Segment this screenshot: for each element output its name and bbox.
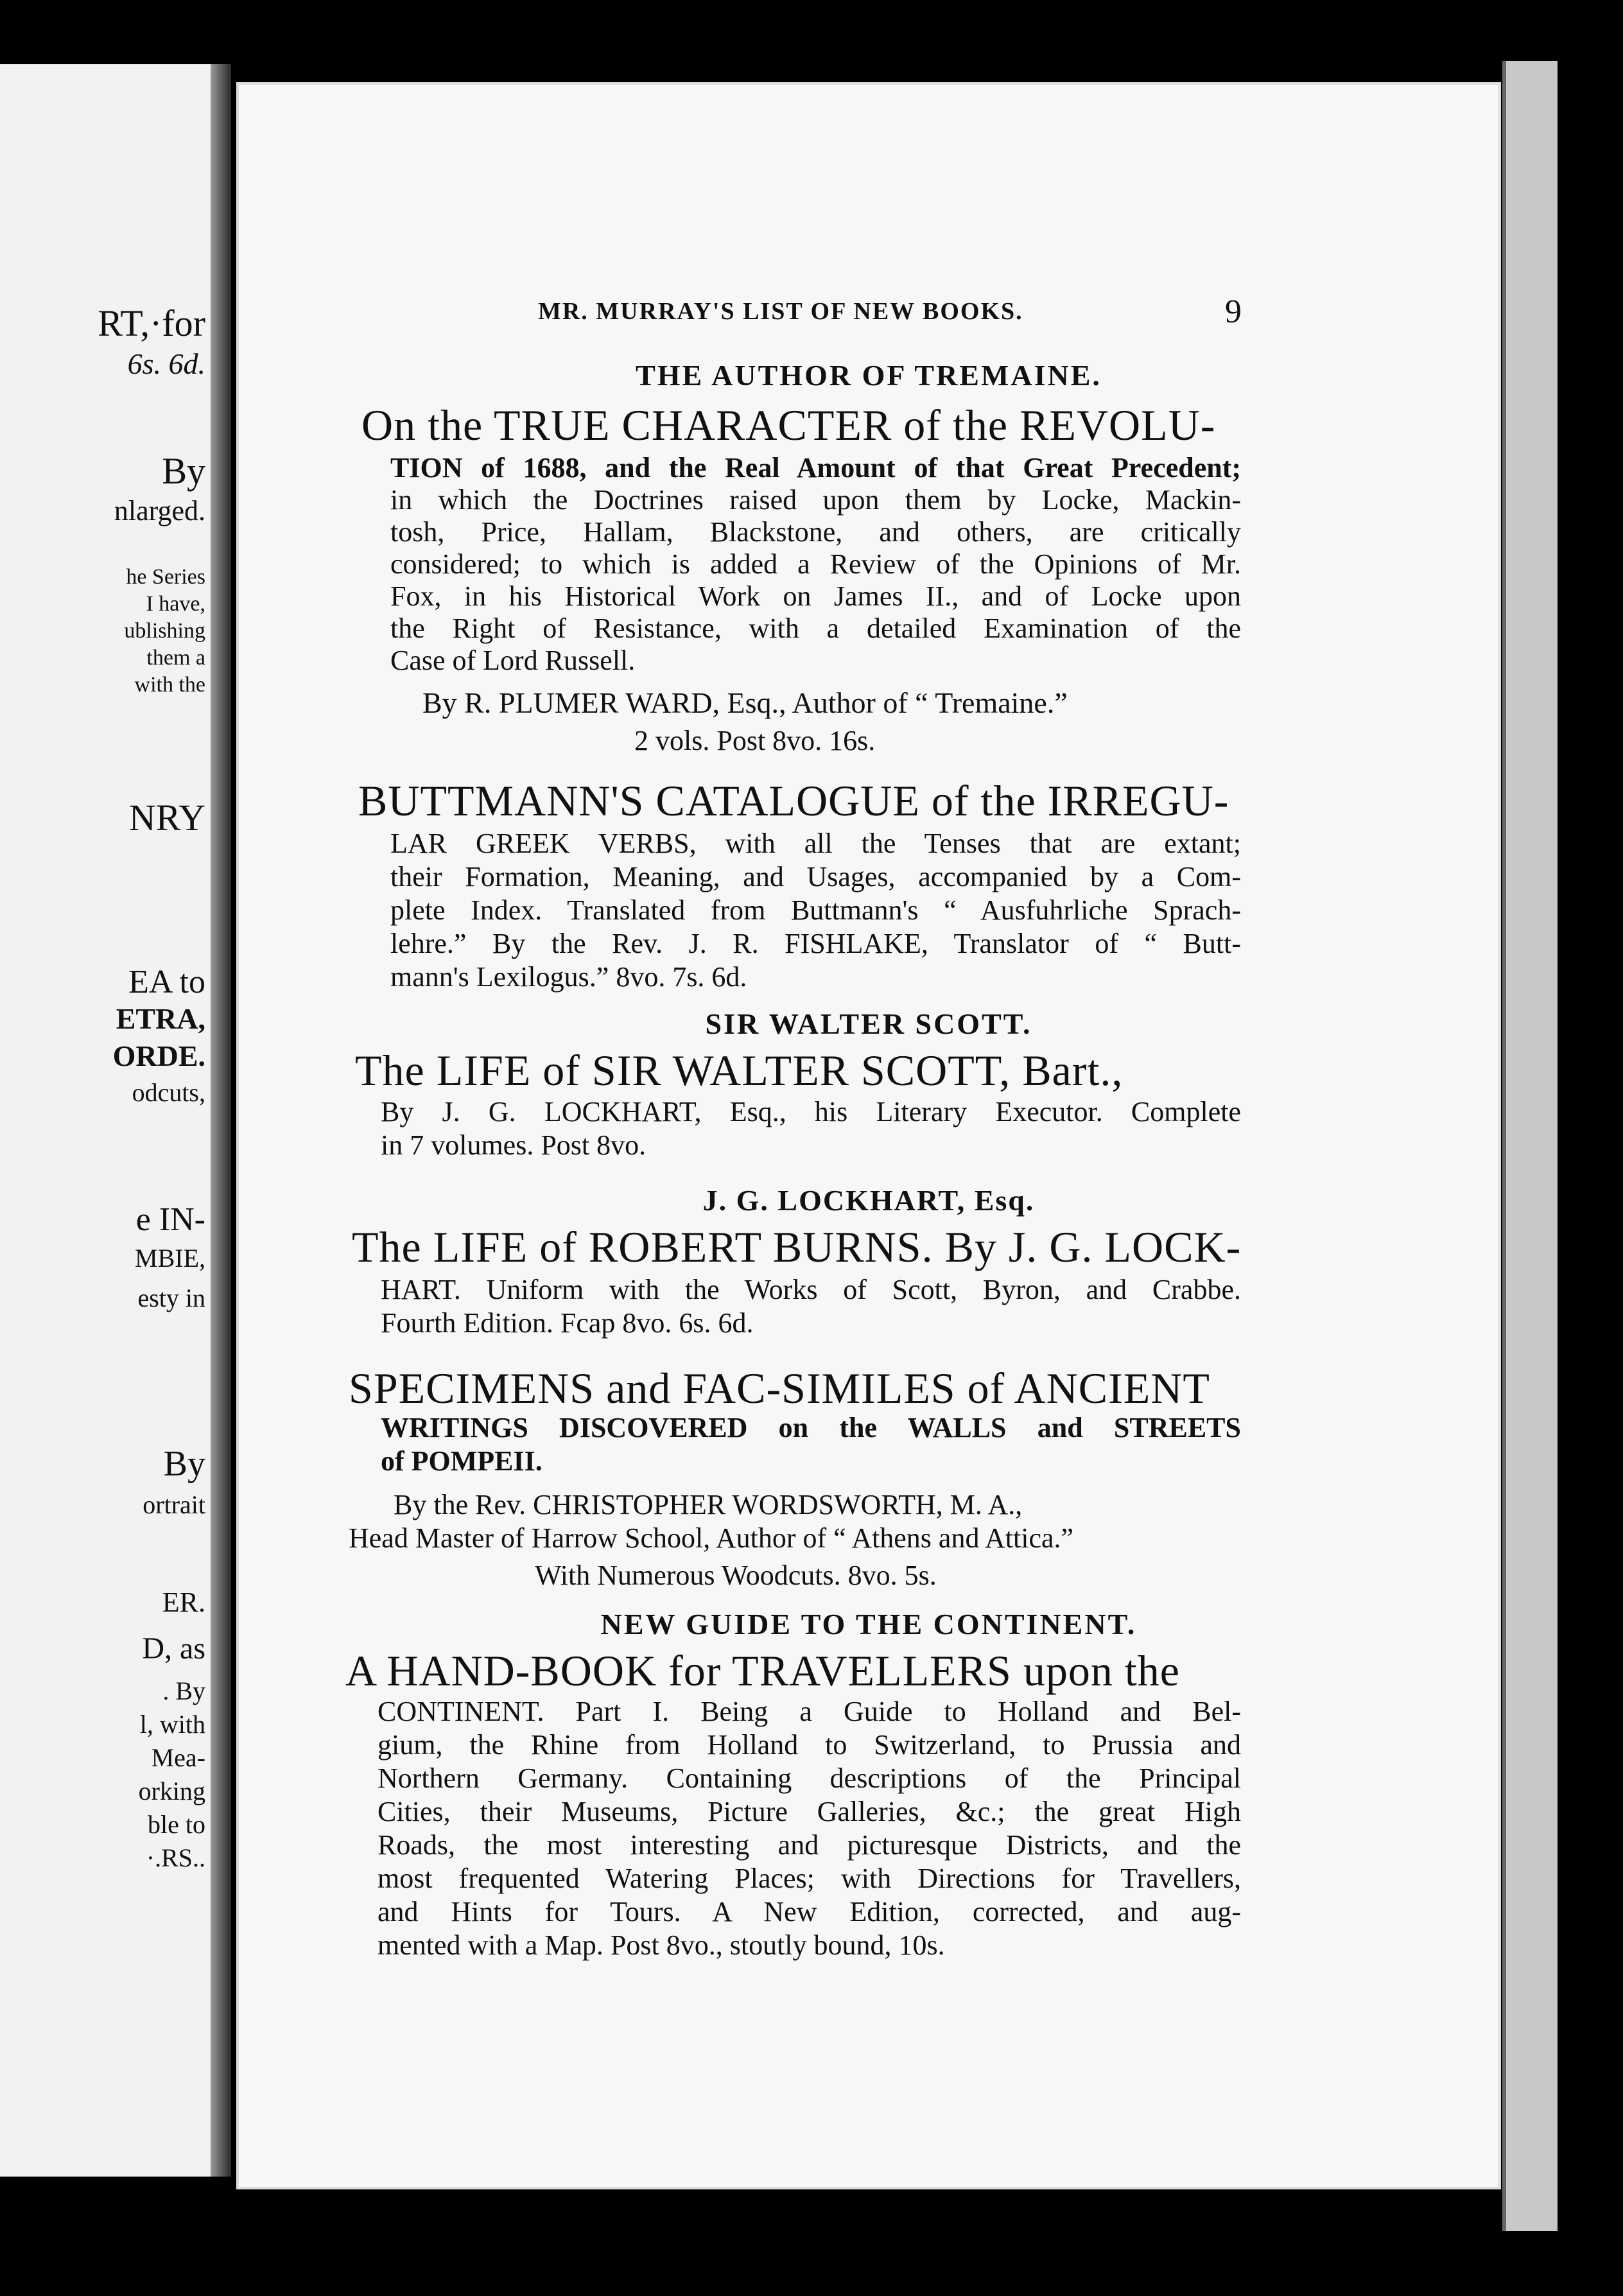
left-fragment: RT,·for [98, 302, 205, 344]
left-fragment: ortrait [143, 1490, 205, 1519]
gutter-shadow [211, 64, 231, 2177]
left-fragment: he Series [126, 565, 205, 589]
left-fragment: them a [146, 646, 205, 670]
left-fragment: nlarged. [114, 495, 205, 526]
page-number: 9 [1225, 293, 1242, 330]
description-line: the Right of Resistance, with a detailed Examination of the [390, 613, 1241, 644]
description-line: mented with a Map. Post 8vo., stoutly bound, 10s. [378, 1929, 945, 1961]
left-fragment: ble to [148, 1810, 205, 1839]
description-line: mann's Lexilogus.” 8vo. 7s. 6d. [390, 961, 747, 993]
section-heading: NEW GUIDE TO THE CONTINENT. [600, 1608, 1137, 1640]
left-fragment: NRY [128, 797, 205, 839]
description-line: Northern Germany. Containing descriptions of the Principal [378, 1762, 1241, 1794]
left-fragment: D, as [142, 1631, 205, 1665]
left-fragment: with the [134, 673, 205, 697]
description-line: Fourth Edition. Fcap 8vo. 6s. 6d. [381, 1307, 754, 1339]
description-line: TION of 1688, and the Real Amount of that Great Precedent; [390, 452, 1241, 483]
left-fragment: l, with [139, 1710, 205, 1739]
left-fragment: ·.RS.. [146, 1843, 205, 1872]
description-line: in which the Doctrines raised upon them by Locke, Mackin- [390, 484, 1241, 516]
left-fragment: ER. [162, 1587, 205, 1618]
left-fragment: I have, [146, 592, 205, 616]
description-line: Cities, their Museums, Picture Galleries, &c.; the great High [378, 1796, 1241, 1827]
description-line: and Hints for Tours. A New Edition, corrected, and aug- [378, 1896, 1241, 1927]
description-line: CONTINENT. Part I. Being a Guide to Holland and Bel- [378, 1696, 1241, 1727]
description-line: Roads, the most interesting and picturesque Districts, and the [378, 1829, 1241, 1861]
description-line: plete Index. Translated from Buttmann's “ Ausfuhrliche Sprach- [390, 894, 1241, 926]
book-title-line: The LIFE of SIR WALTER SCOTT, Bart., [355, 1046, 1124, 1095]
description-line: tosh, Price, Hallam, Blackstone, and others, are critically [390, 516, 1241, 548]
description-line: Fox, in his Historical Work on James II., and of Locke upon [390, 580, 1241, 612]
description-line: in 7 volumes. Post 8vo. [381, 1129, 647, 1161]
left-fragment: ublishing [124, 619, 205, 643]
left-fragment: By [163, 1444, 205, 1484]
description-line: Case of Lord Russell. [390, 645, 636, 676]
left-fragment: ORDE. [112, 1039, 205, 1072]
left-fragment: EA to [128, 964, 205, 1000]
byline: Head Master of Harrow School, Author of “ Athens and Attica.” [349, 1522, 1074, 1554]
left-fragment: Mea- [151, 1743, 205, 1772]
description-line: WRITINGS DISCOVERED on the WALLS and STREETS [381, 1412, 1241, 1443]
book-title-line: BUTTMANN'S CATALOGUE of the IRREGU- [358, 776, 1229, 825]
left-fragment: MBIE, [135, 1244, 205, 1273]
left-facing-page [0, 64, 231, 2177]
description-line: of POMPEII. [381, 1445, 542, 1477]
left-fragment: orking [138, 1777, 205, 1805]
left-fragment: By [162, 450, 205, 492]
running-title: MR. MURRAY'S LIST OF NEW BOOKS. [538, 298, 1023, 325]
left-fragment: ETRA, [116, 1002, 205, 1035]
book-page [236, 82, 1501, 2189]
book-title-line: A HAND-BOOK for TRAVELLERS upon the [345, 1646, 1180, 1695]
book-title-line: On the TRUE CHARACTER of the REVOLU- [361, 401, 1216, 449]
book-title-line: SPECIMENS and FAC-SIMILES of ANCIENT [349, 1364, 1210, 1413]
book-details: 2 vols. Post 8vo. 16s. [634, 725, 876, 756]
section-heading: SIR WALTER SCOTT. [705, 1007, 1032, 1040]
page-edge-frame [1502, 61, 1558, 2231]
description-line: HART. Uniform with the Works of Scott, Byron, and Crabbe. [381, 1274, 1241, 1305]
section-heading: J. G. LOCKHART, Esq. [702, 1184, 1035, 1217]
book-title-line: The LIFE of ROBERT BURNS. By J. G. LOCK- [352, 1222, 1242, 1271]
book-details: With Numerous Woodcuts. 8vo. 5s. [535, 1560, 937, 1591]
description-line: considered; to which is added a Review of the Opinions of Mr. [390, 548, 1241, 580]
description-line: lehre.” By the Rev. J. R. FISHLAKE, Translator of “ Butt- [390, 928, 1241, 959]
section-heading: THE AUTHOR OF TREMAINE. [636, 359, 1102, 392]
description-line: their Formation, Meaning, and Usages, accompanied by a Com- [390, 861, 1241, 892]
left-fragment: esty in [137, 1283, 205, 1312]
left-fragment: e IN- [135, 1201, 205, 1238]
byline: By R. PLUMER WARD, Esq., Author of “ Tremaine.” [422, 686, 1068, 719]
left-fragment: 6s. 6d. [127, 347, 205, 380]
left-fragment: . By [162, 1676, 205, 1705]
description-line: LAR GREEK VERBS, with all the Tenses that are extant; [390, 828, 1241, 859]
byline: By the Rev. CHRISTOPHER WORDSWORTH, M. A., [394, 1489, 1023, 1520]
left-fragment: odcuts, [132, 1078, 205, 1107]
description-line: most frequented Watering Places; with Directions for Travellers, [378, 1863, 1241, 1894]
description-line: By J. G. LOCKHART, Esq., his Literary Executor. Complete [381, 1096, 1241, 1127]
description-line: gium, the Rhine from Holland to Switzerland, to Prussia and [378, 1729, 1241, 1761]
